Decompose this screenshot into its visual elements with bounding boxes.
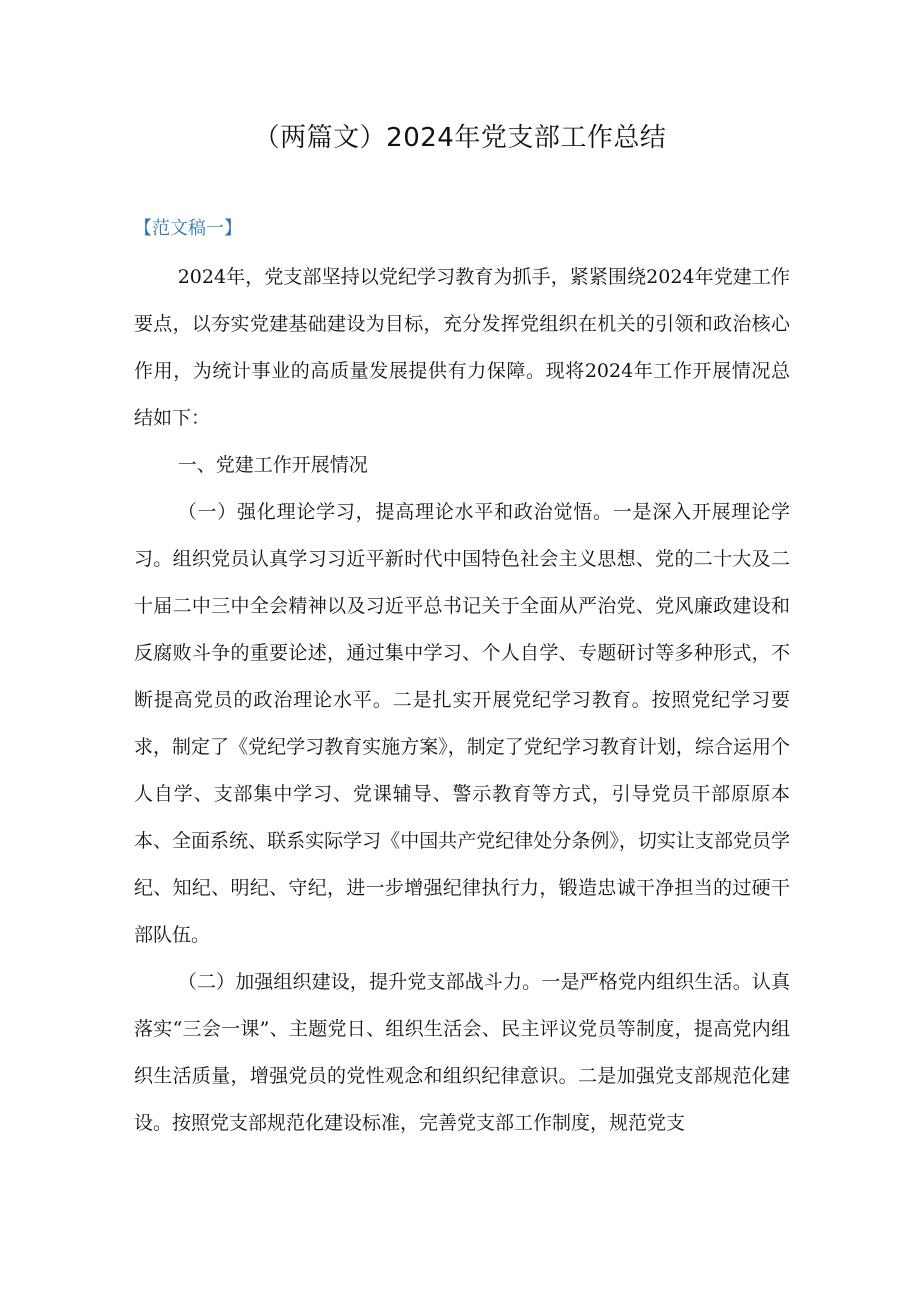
paragraph-organization: （二）加强组织建设，提升党支部战斗力。一是严格党内组织生活。认真落实“三会一课”、主题党日、组织生活会、民主评议党员等制度，提高党内组织生活质量，增强党员的党性观念和组织纪律意识。二是加强党支部规范化建设。按照党支部规范化建设标准，完善党支部工作制度，规范党支 [134,971,790,1134]
document-title: （两篇文）2024年党支部工作总结 [253,123,667,153]
paragraph-theory-study: （一）强化理论学习，提高理论水平和政治觉悟。一是深入开展理论学习。组织党员认真学习习近平新时代中国特色社会主义思想、党的二十大及二十届二中三中全会精神以及习近平总书记关于全面从严治党、党风廉政建设和反腐败斗争的重要论述，通过集中学习、个人自学、专题研讨等多种形式，不断提高党员的政治理论水平。二是扎实开展党纪学习教育。按照党纪学习要求，制定了《党纪学习教育实施方案》，制定了党纪学习教育计划，综合运用个人自学、支部集中学习、党课辅导、警示教育等方式，引导党员干部原原本本、全面系统、联系实际学习《中国共产党纪律处分条例》，切实让支部党员学纪、知纪、明纪、守纪，进一步增强纪律执行力，锻造忠诚干净担当的过硬干部队伍。 [134,501,790,946]
section-label: 【范文稿一】 [134,218,242,239]
section-heading-1: 一、党建工作开展情况 [177,454,368,476]
intro-paragraph: 2024年，党支部坚持以党纪学习教育为抓手，紧紧围绕2024年党建工作要点，以夯实党建基础建设为目标，充分发挥党组织在机关的引领和政治核心作用，为统计事业的高质量发展提供有力保障。现将2024年工作开展情况总结如下： [134,266,790,429]
document-body [134,210,790,1147]
